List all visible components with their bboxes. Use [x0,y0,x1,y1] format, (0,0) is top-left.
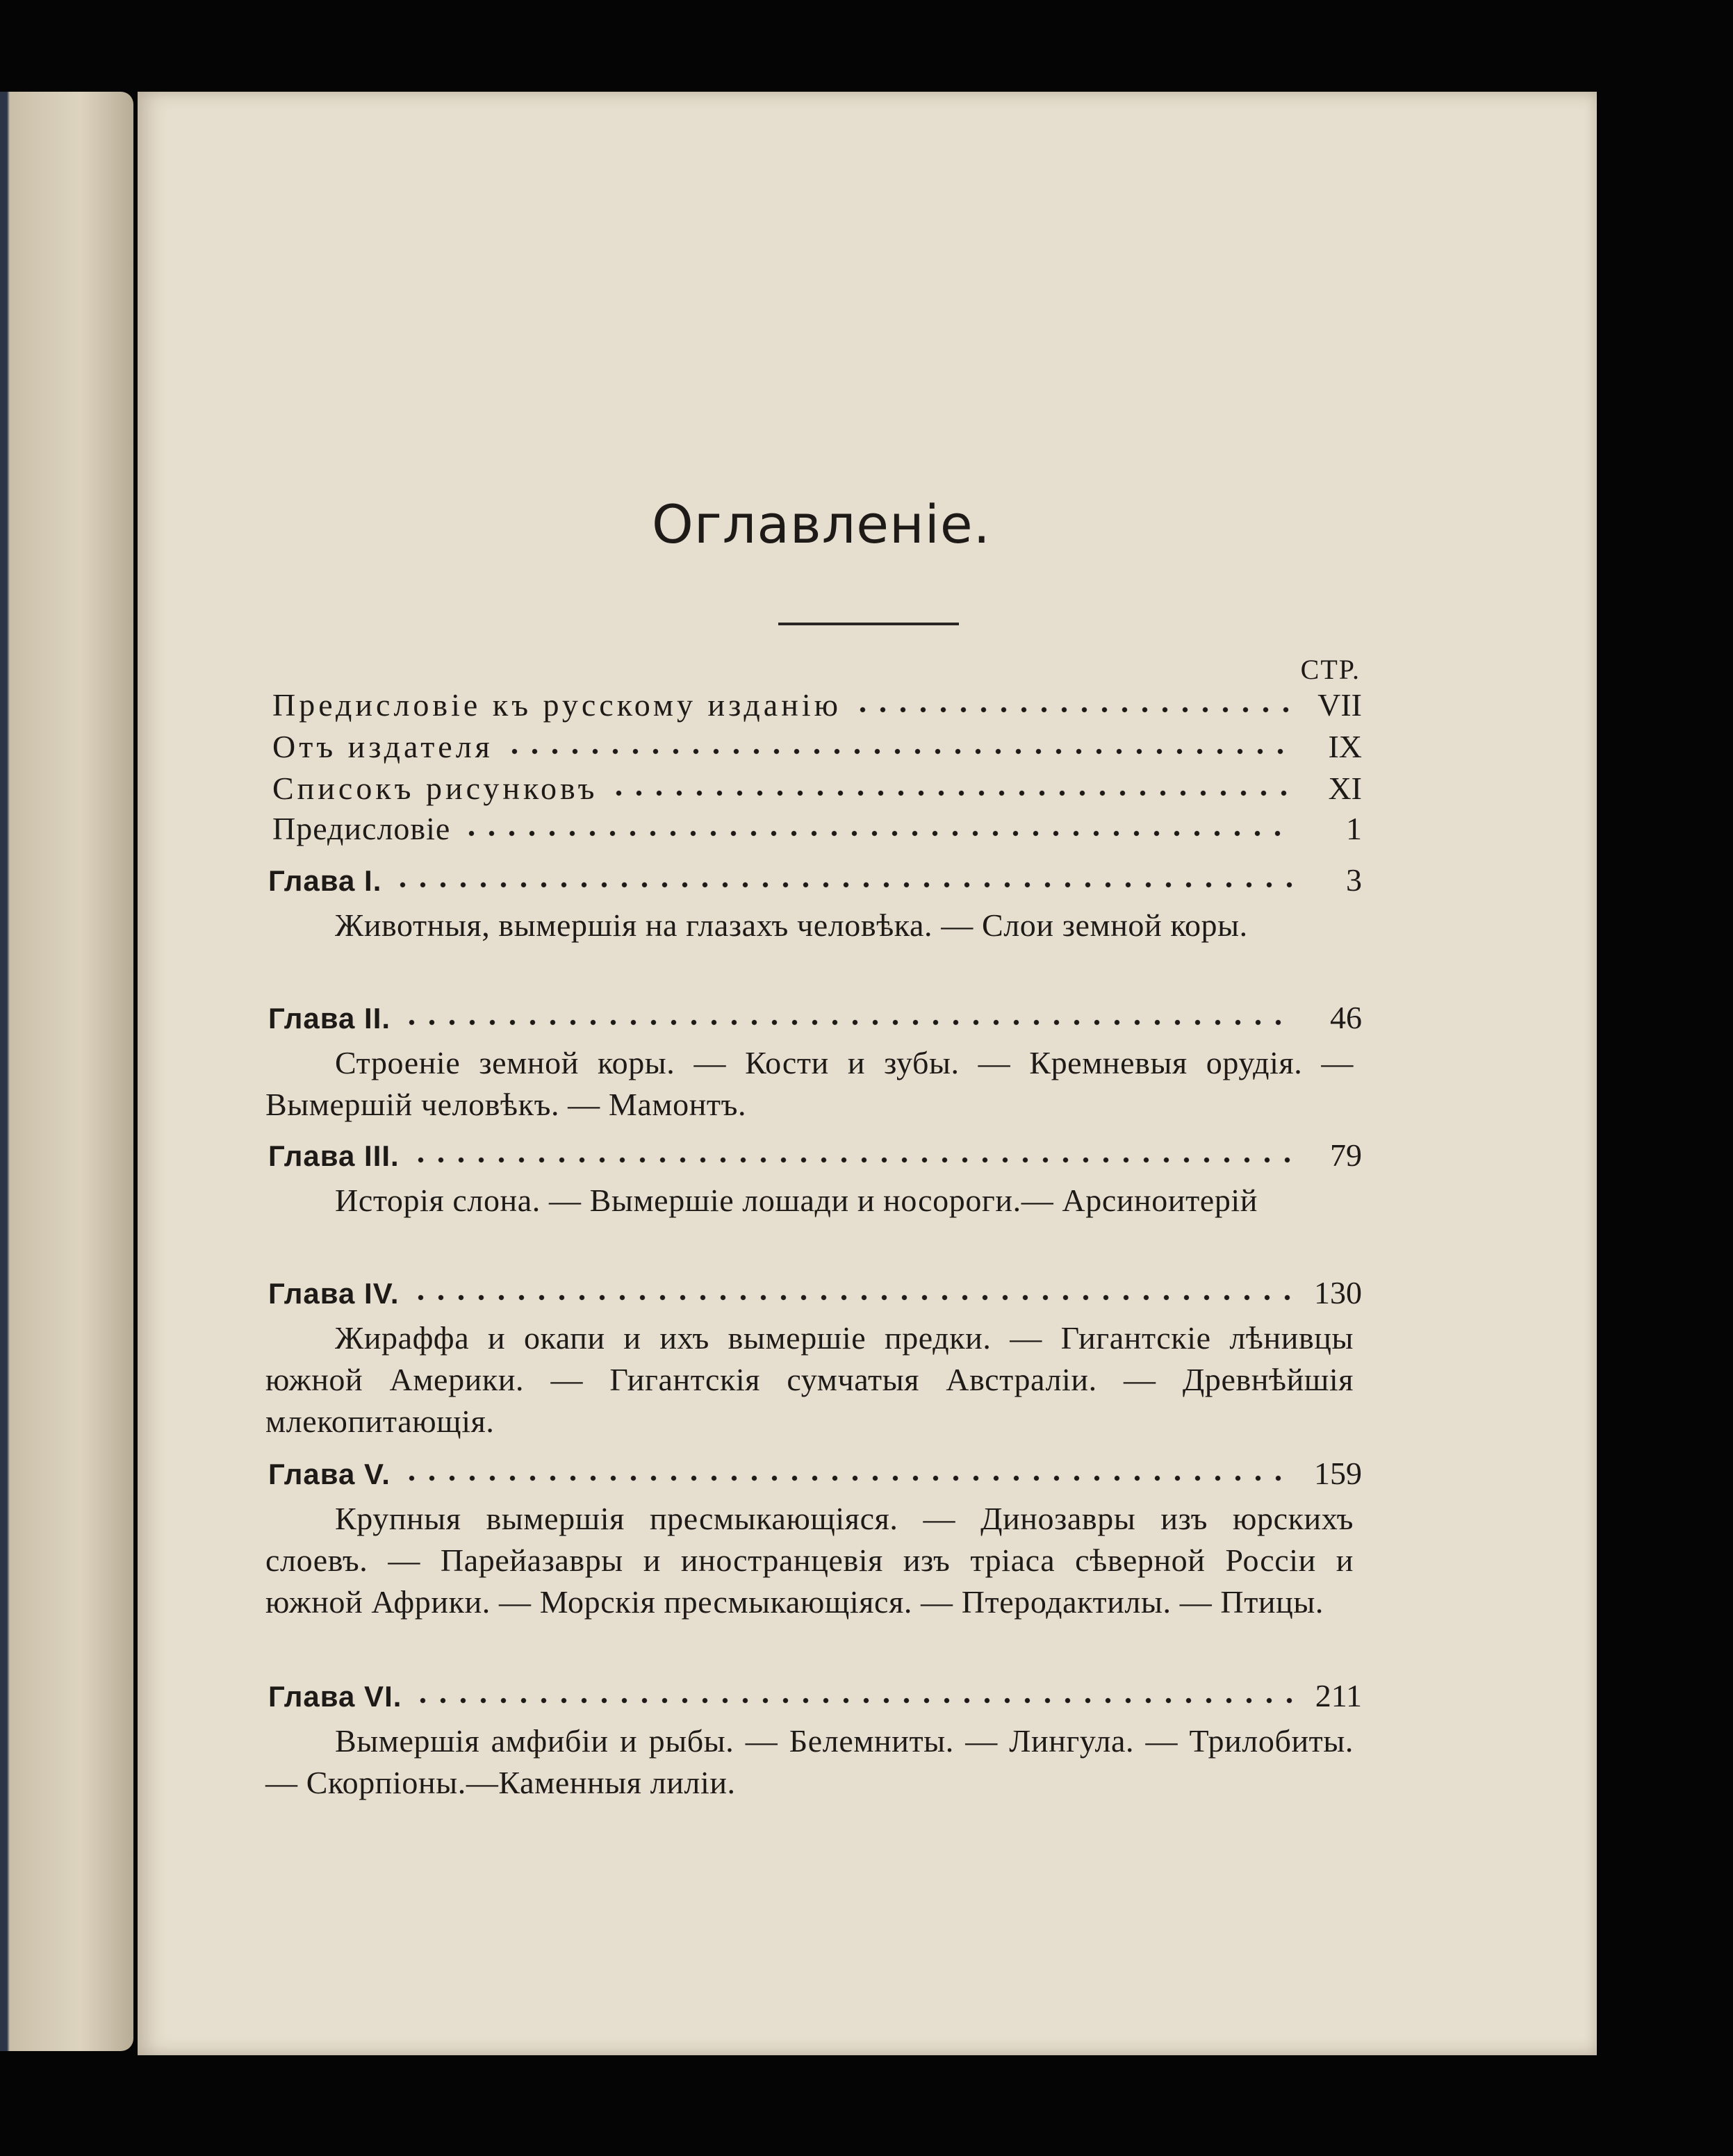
dot-leader [411,1135,1292,1165]
chapter-title: Глава IV. [268,1277,400,1310]
toc-chapter-4 [268,1274,1362,1311]
toc-entry-page: VII [1317,687,1362,723]
toc-entry-title: Списокъ рисунковъ [272,771,598,806]
chapter-summary: Крупныя вымершія пресмыкающіяся. — Динозавры изъ юрскихъ слоевъ. — Парейазавры и иностранцевія изъ тріаса сѣверной Россіи и южной Африки. — Морскія пресмыкающіяся. — Птеродактилы. — Птицы. [265,1501,1354,1620]
dot-leader [411,1273,1292,1302]
chapter-page: 130 [1314,1275,1362,1310]
chapter-title: Глава V. [268,1458,391,1490]
dot-leader [461,809,1292,838]
toc-entry-page: XI [1328,771,1362,806]
toc-entry-figures [272,770,1362,807]
chapter-page: 159 [1314,1456,1362,1491]
book-page [138,92,1597,2055]
toc-entry-page: 1 [1346,811,1362,846]
dot-leader [402,998,1292,1027]
chapter-page: 3 [1346,862,1362,898]
toc-chapter-6 [268,1677,1362,1714]
chapter-title: Глава III. [268,1139,400,1172]
dot-leader [609,768,1292,798]
toc-entry-title: Предисловіе [272,811,451,846]
dot-leader [853,685,1292,714]
chapter-title: Глава VI. [268,1680,402,1713]
toc-entry-preface-russian [272,686,1362,723]
dot-leader [393,860,1292,889]
chapter-summary: Жираффа и окапи и ихъ вымершіе предки. — Гигантскіе лѣнивцы южной Америки. — Гигантскія сумчатыя Австраліи. — Древнѣйшія млекопитающія. [265,1320,1354,1439]
page-title: Оглавленіе. [652,493,991,555]
chapter-summary: Вымершія амфибіи и рыбы. — Белемниты. — Лингула. — Трилобиты. — Скорпіоны.—Каменныя лиліи. [265,1723,1354,1800]
toc-chapter-2 [268,999,1362,1036]
title-divider [778,623,959,625]
toc-entry-title: Предисловіе къ русскому изданію [272,687,841,723]
toc-chapter-3 [268,1137,1362,1174]
chapter-summary: Исторія слона. — Вымершіе лошади и носороги.— Арсиноитерій [335,1183,1258,1218]
chapter-title: Глава I. [268,864,382,897]
toc-entry-page: IX [1328,729,1362,764]
chapter-page: 211 [1315,1678,1362,1713]
chapter-summary: Строеніе земной коры. — Кости и зубы. — Кремневыя орудія. — Вымершій человѣкъ. — Мамонтъ. [265,1045,1354,1122]
dot-leader [504,727,1292,756]
chapter-page: 46 [1330,1000,1362,1035]
toc-chapter-5 [268,1455,1362,1492]
chapter-title: Глава II. [268,1002,391,1035]
dot-leader [402,1454,1292,1483]
toc-entry-preface [272,810,1362,847]
dot-leader [413,1676,1292,1705]
chapter-page: 79 [1330,1137,1362,1173]
chapter-summary: Животныя, вымершія на глазахъ человѣка. — Слои земной коры. [335,907,1248,943]
facing-page-edge [0,92,133,2051]
page-column-label: СТР. [1300,654,1361,685]
toc-entry-publisher [272,728,1362,765]
toc-chapter-1 [268,862,1362,898]
toc-entry-title: Отъ издателя [272,729,493,764]
